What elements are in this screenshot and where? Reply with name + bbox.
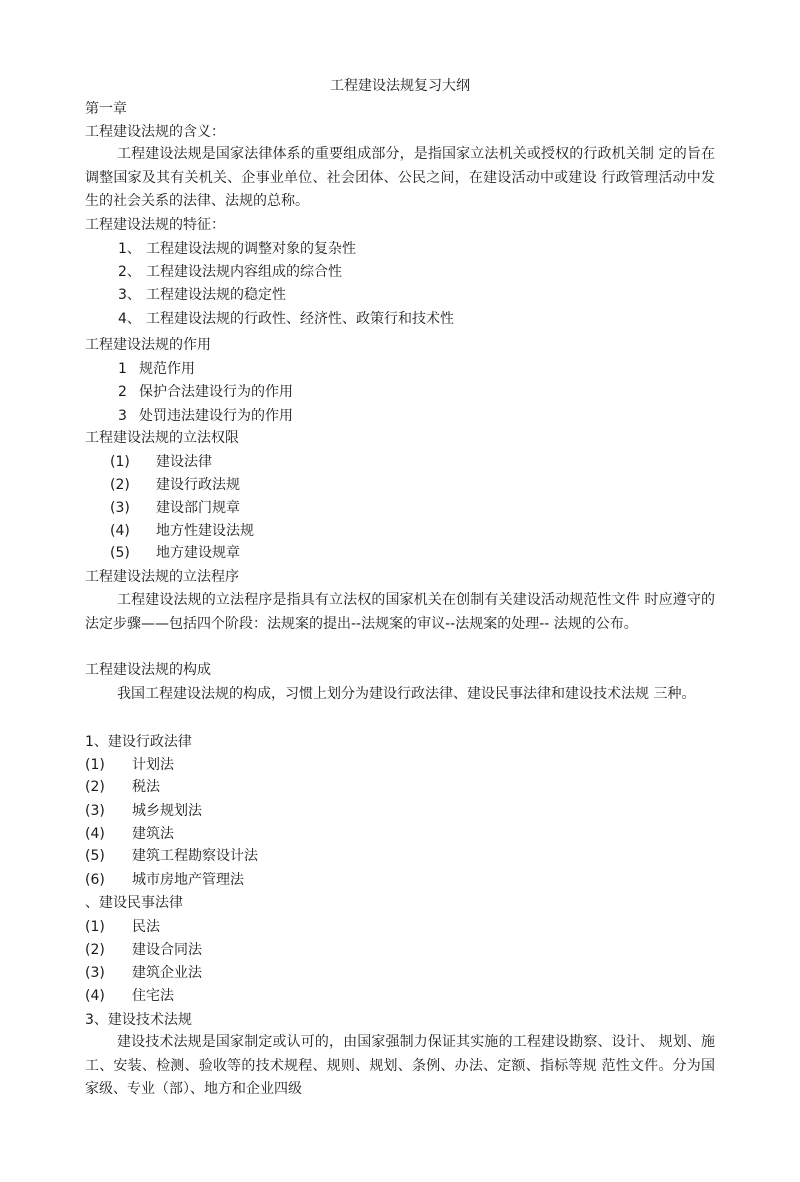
civil-law-heading: 、建设民事法律 (85, 895, 183, 911)
features-heading: 工程建设法规的特征： (85, 217, 225, 233)
function-num: 2 (118, 384, 127, 400)
function-num: 3 (118, 408, 127, 424)
civil-law-num: (4) (85, 988, 105, 1004)
procedure-heading: 工程建设法规的立法程序 (85, 569, 239, 585)
feature-item: 工程建设法规的行政性、经济性、政策行和技术性 (146, 311, 454, 327)
feature-item: 工程建设法规的调整对象的复杂性 (146, 241, 356, 257)
definition-paragraph: 工程建设法规是国家法律体系的重要组成部分，是指国家立法机关或授权的行政机关制 定的旨在调整国家及其有关机关、企事业单位、社会团体、公民之间，在建设活动中或建设 行政管理活动中发生的社会关系的法律、法规的总称。 (85, 146, 715, 209)
authority-num: (4) (110, 523, 130, 539)
admin-law-num: (3) (85, 803, 105, 819)
authority-heading: 工程建设法规的立法权限 (85, 430, 239, 446)
admin-law-num: (5) (85, 848, 105, 864)
civil-law-item: 民法 (132, 919, 160, 935)
composition-paragraph: 我国工程建设法规的构成，习惯上划分为建设行政法律、建设民事法律和建设技术法规 三种。 (117, 686, 696, 702)
civil-law-item: 建筑企业法 (132, 965, 202, 981)
authority-item: 地方性建设法规 (156, 523, 254, 539)
admin-law-item: 城市房地产管理法 (132, 872, 244, 888)
authority-num: (2) (110, 477, 130, 493)
feature-num: 2、 (118, 264, 141, 280)
feature-num: 1、 (118, 241, 141, 257)
civil-law-num: (2) (85, 942, 105, 958)
admin-law-item: 建筑法 (132, 826, 174, 842)
civil-law-num: (1) (85, 919, 105, 935)
function-item: 保护合法建设行为的作用 (139, 384, 293, 400)
tech-law-paragraph: 建设技术法规是国家制定或认可的，由国家强制力保证其实施的工程建设勘察、设计、 规划、施工、安装、检测、验收等的技术规程、规则、规划、条例、办法、定额、指标等规 范性文件。分为国家级、专业（部）、地方和企业四级 (85, 1034, 715, 1097)
authority-item: 地方建设规章 (156, 545, 240, 561)
admin-law-heading: 1、建设行政法律 (85, 734, 192, 750)
authority-item: 建设法律 (156, 454, 212, 470)
authority-num: (1) (110, 454, 130, 470)
admin-law-num: (6) (85, 872, 105, 888)
functions-heading: 工程建设法规的作用 (85, 337, 211, 353)
admin-law-item: 税法 (132, 779, 160, 795)
feature-num: 4、 (118, 311, 141, 327)
feature-item: 工程建设法规内容组成的综合性 (146, 264, 342, 280)
admin-law-item: 建筑工程勘察设计法 (132, 848, 258, 864)
feature-item: 工程建设法规的稳定性 (146, 287, 286, 303)
admin-law-num: (1) (85, 757, 105, 773)
admin-law-num: (4) (85, 826, 105, 842)
authority-num: (5) (110, 545, 130, 561)
feature-num: 3、 (118, 287, 141, 303)
tech-law-heading: 3、建设技术法规 (85, 1012, 192, 1028)
civil-law-num: (3) (85, 965, 105, 981)
admin-law-item: 计划法 (132, 757, 174, 773)
civil-law-item: 住宅法 (132, 988, 174, 1004)
admin-law-item: 城乡规划法 (132, 803, 202, 819)
definition-heading: 工程建设法规的含义： (85, 124, 225, 140)
function-item: 处罚违法建设行为的作用 (139, 408, 293, 424)
chapter-heading: 第一章 (85, 101, 127, 117)
function-item: 规范作用 (139, 361, 195, 377)
authority-item: 建设行政法规 (156, 477, 240, 493)
authority-num: (3) (110, 500, 130, 516)
authority-item: 建设部门规章 (156, 500, 240, 516)
civil-law-item: 建设合同法 (132, 942, 202, 958)
composition-heading: 工程建设法规的构成 (85, 662, 211, 678)
function-num: 1 (118, 361, 127, 377)
procedure-paragraph: 工程建设法规的立法程序是指具有立法权的国家机关在创制有关建设活动规范性文件 时应遵守的法定步骤——包括四个阶段：法规案的提出--法规案的审议--法规案的处理-- 法规的公布。 (85, 592, 715, 632)
admin-law-num: (2) (85, 779, 105, 795)
page-title: 工程建设法规复习大纲 (330, 78, 470, 94)
